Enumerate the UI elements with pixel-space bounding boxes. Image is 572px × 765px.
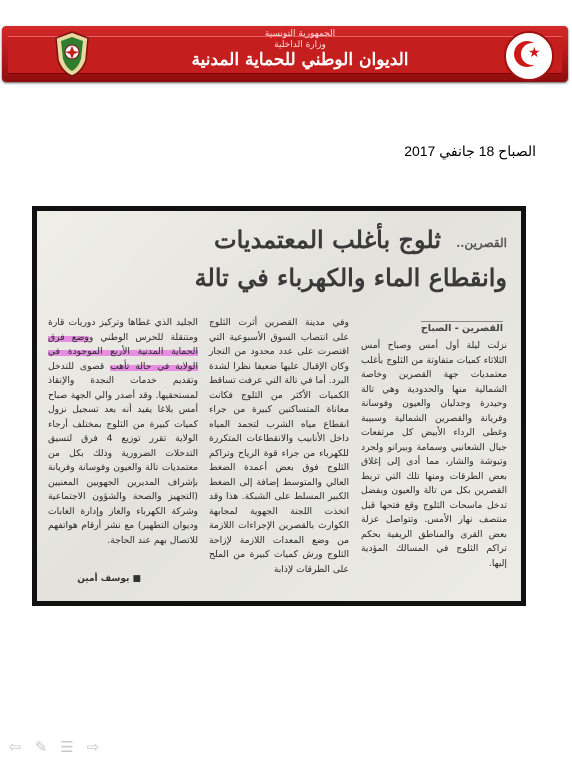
civil-protection-emblem-icon	[52, 30, 92, 78]
article-column-2: وفي مدينة القصرين أثرت الثلوج على انتصاب السوق الأسبوعية التي اقتصرت على عدد محدود من التجار وكان الإقبال عليها ضعيفا نظرا لشدة البرد. أما في تالة التي عرفت تساقط الكميات الأكثر من الثلوج فكانت معاناة المتساكنين كبيرة من جراء انقطاع مياه الشرب لتجمد المياه داخل الأنابيب والانقطاعات المتكررة للكهرباء من جراء قوة الرياح وتراكم الثلوج فوق بعض أعمدة الضغط العالي والمتوسط إضافة إلى الضغط الكبير المسلط على الشبكة. هذا وقد اتخذت اللجنة الجهوية لمجابهة الكوارث بالقصرين الإجراءات اللازمة من وضع المعدات اللازمة لإزاحة الثلوج ورش كميات كبيرة من الملح على الطرقات لإذابة	[209, 317, 349, 575]
article-headline-line1: ثلوج بأغلب المعتمديات	[213, 225, 441, 254]
article-headline-line2: وانقطاع الماء والكهرباء في تالة	[194, 263, 507, 292]
tunisia-flag-icon: ★	[504, 31, 554, 81]
article-author-name: يوسف أمين	[77, 574, 130, 584]
newspaper-clipping	[37, 211, 521, 601]
date-line: الصباح 18 جانفي 2017	[404, 143, 536, 159]
article-author: ■ يوسف أمين	[77, 574, 141, 584]
highlighted-text: وضع فرق الحماية المدنية الأربع الموجودة في الولاية في حالة تأهب	[48, 331, 198, 372]
menu-icon[interactable]: ☰	[60, 738, 74, 756]
article-column-3	[48, 316, 198, 548]
banner-ministry-text: الجمهورية التونسية وزارة الداخلية	[264, 29, 336, 50]
banner-title: الديوان الوطني للحماية المدنية	[191, 50, 409, 70]
article-source: القصرين - الصباح	[420, 323, 503, 334]
newspaper-clipping-frame	[32, 206, 526, 606]
header-banner	[2, 26, 568, 82]
article-column-3-end: قصوى للتدخل وتقديم خدمات النجدة والإنقاذ لمستحقيها. وقد أصدر والي الجهة صباح أمس بلاغا يفيد أنه بعد تسجيل نزول كميات كبيرة من الثلوج بمختلف أرجاء الولاية تقرر توزيع 4 فرق لتسيق التدخلات الضرورية وذلك بكل من معتمديات تالة والعيون وفوسانة وفريانة بإشراف المديرين الجهويين المعنيين (التجهيز والصحة والشؤون الاجتماعية وشركة الكهرباء والغاز وإدارة الغابات وديوان التطهير) مع نشر أرقام هواتفهم للاتصال بهم عند الحاجة.	[48, 360, 198, 546]
slide-navigation	[6, 738, 102, 756]
pen-icon[interactable]: ✎	[34, 738, 48, 756]
banner-text	[112, 26, 488, 82]
article-kicker: القصرين..	[456, 236, 507, 250]
article-column-1: نزلت ليلة أول أمس وصباح أمس الثلاثاء كميات متفاوتة من الثلوج بأغلب معتمديات جهة القصرين وخاصة الشمالية منها والحدودية وهي تالة وحيدرة وجدليان والعيون وفوسانة وفريانة والقصرين الشمالية وسبيبة وغطى الرداء الأبيض كل مرتفعات جبال الشعانبي وسمامة وبيرانو ولجرد وتيوشة والشار، مما أدى إلى إغلاق بعض الطرقات ومنها تلك التي تربط القصرين بكل من تالة والعيون وبفضل تدخل ماسحات الثلوج وقع فتحها قبل منتصف نهار الأمس. وتتواصل عزلة بعض القرى والمناطق الريفية بحكم تراكم الثلوج في المسالك المؤدية إليها.	[361, 340, 507, 569]
arrow-right-icon[interactable]: ⇨	[86, 738, 100, 756]
arrow-left-icon[interactable]: ⇦	[8, 738, 22, 756]
article-column-3-start: الجليد الذي غطاها وتركيز دوريات قارة ومتنقلة للحرس الوطني و	[48, 317, 198, 343]
